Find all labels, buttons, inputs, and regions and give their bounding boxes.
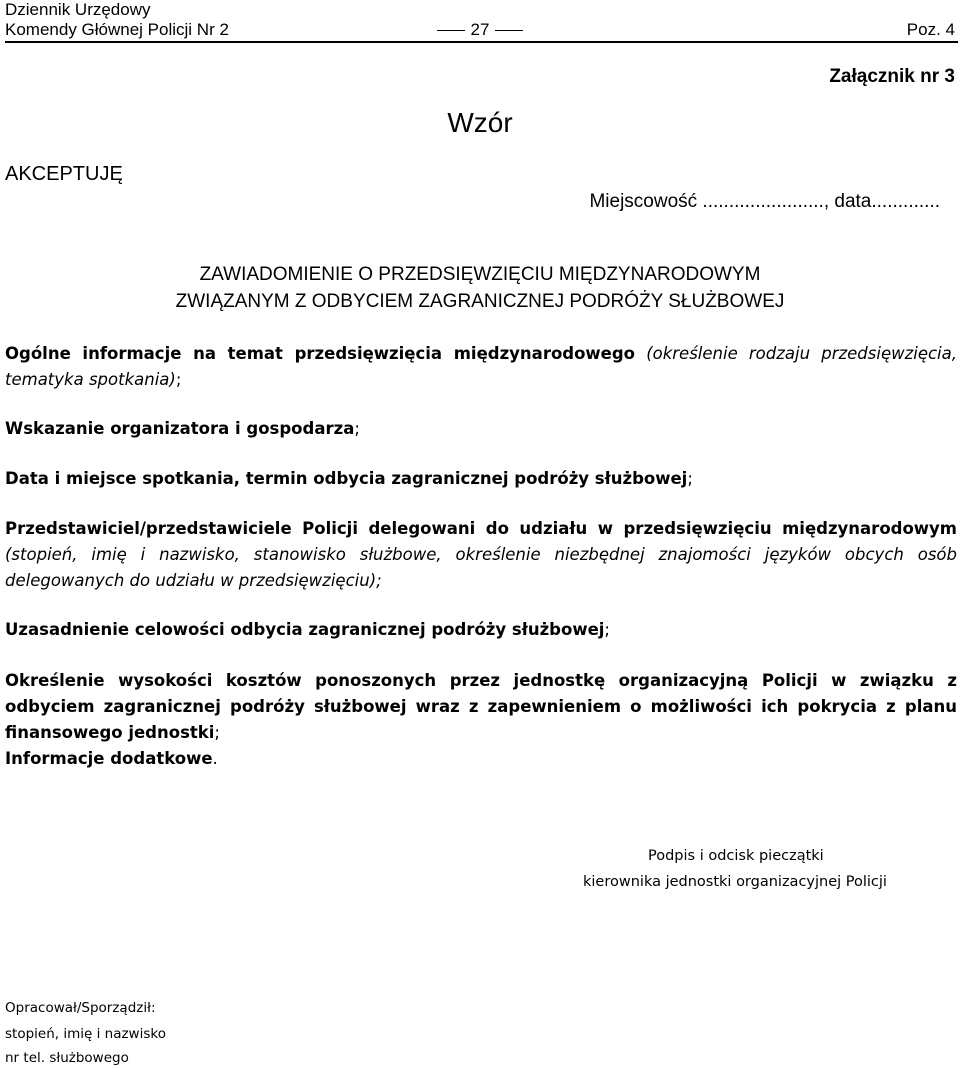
section-delegates-hint: (stopień, imię i nazwisko, stanowisko służbowe, określenie niezbędnej znajomości języków obcych osób delegowanych do udziału w przedsięwzięciu); — [5, 545, 957, 590]
approval-label: AKCEPTUJĘ — [5, 163, 123, 185]
section-organizer — [5, 416, 957, 442]
annex-label: Załącznik nr 3 — [829, 66, 955, 87]
section-costs — [5, 668, 957, 772]
document-title-line2: ZWIĄZANYM Z ODBYCIEM ZAGRANICZNEJ PODRÓŻY SŁUŻBOWEJ — [175, 291, 785, 312]
section-delegates-heading: Przedstawiciel/przedstawiciele Policji delegowani do udziału w przedsięwzięciu międzynarodowym — [5, 519, 957, 538]
section-date-place — [5, 466, 957, 492]
place-date-line: Miejscowość ......................., data............. — [589, 191, 940, 212]
section-delegates — [5, 516, 957, 594]
position-number: Poz. 4 — [906, 20, 955, 39]
section-additional-info-tail: . — [212, 749, 218, 768]
journal-name: Dziennik Urzędowy — [5, 0, 151, 19]
rank-name-label: stopień, imię i nazwisko — [5, 1026, 166, 1042]
section-general-info-tail: ; — [175, 370, 182, 389]
section-general-info — [5, 341, 957, 393]
section-organizer-tail: ; — [354, 419, 360, 438]
section-justification-heading: Uzasadnienie celowości odbycia zagranicznej podróży służbowej — [5, 620, 605, 639]
prepared-by-label: Opracował/Sporządził: — [5, 1000, 156, 1016]
header-rule — [5, 41, 958, 43]
signature-caption-line1: Podpis i odcisk pieczątki — [648, 848, 824, 864]
section-justification-tail: ; — [604, 620, 610, 639]
section-justification — [5, 617, 957, 643]
journal-issuer: Komendy Głównej Policji Nr 2 — [5, 20, 229, 39]
section-organizer-heading: Wskazanie organizatora i gospodarza — [5, 419, 355, 438]
section-date-place-heading: Data i miejsce spotkania, termin odbycia zagranicznej podróży służbowej — [5, 469, 688, 488]
phone-label: nr tel. służbowego — [5, 1050, 129, 1066]
section-date-place-tail: ; — [687, 469, 693, 488]
section-general-info-heading: Ogólne informacje na temat przedsięwzięcia międzynarodowego — [5, 344, 636, 363]
signature-caption-line2: kierownika jednostki organizacyjnej Policji — [583, 874, 887, 890]
page-number: 27 — [470, 20, 490, 39]
section-additional-info-heading: Informacje dodatkowe — [5, 749, 213, 768]
document-title-line1: ZAWIADOMIENIE O PRZEDSIĘWZIĘCIU MIĘDZYNARODOWYM — [199, 264, 761, 285]
section-costs-tail: ; — [214, 723, 220, 742]
page-dash-left — [437, 30, 465, 31]
page-dash-right — [495, 30, 523, 31]
page-number-block — [0, 20, 960, 40]
section-costs-heading: Określenie wysokości kosztów ponoszonych przez jednostkę organizacyjną Policji w związku z odbyciem zagranicznej podróży służbowej wraz z zapewnieniem o możliwości ich pokrycia z planu finansowego jednostki — [5, 671, 957, 742]
form-title: Wzór — [447, 107, 513, 138]
section-general-info-hint: (określenie rodzaju przedsięwzięcia, tematyka spotkania) — [5, 344, 957, 389]
